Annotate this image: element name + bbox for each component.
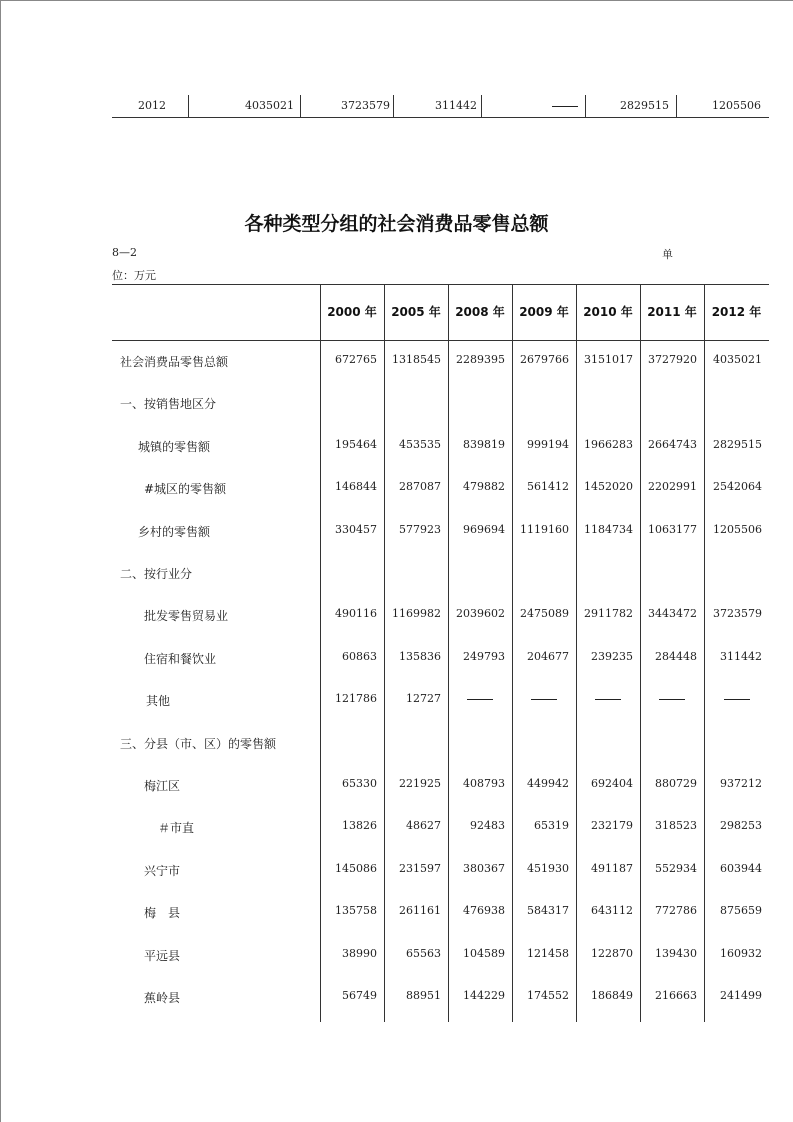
table-cell: 408793 <box>463 777 505 790</box>
continuation-row <box>112 95 769 118</box>
row-label: 梅江区 <box>144 779 181 793</box>
row-label: 二、按行业分 <box>120 567 193 581</box>
table-cell: 3151017 <box>584 353 633 366</box>
table-cell: 491187 <box>591 861 633 875</box>
table-cell: 65330 <box>342 777 377 790</box>
row-label: 蕉岭县 <box>144 991 181 1005</box>
continuation-cell: 2829515 <box>620 99 669 112</box>
table-cell: 318523 <box>655 819 697 833</box>
table-cell: 643112 <box>591 904 633 918</box>
table-cell: 490116 <box>335 607 377 621</box>
table-cell: 135758 <box>335 904 377 918</box>
table-cell: 48627 <box>406 819 441 833</box>
table-cell: 937212 <box>720 777 762 790</box>
table-cell: 65319 <box>534 819 569 833</box>
table-cell: 451930 <box>527 861 569 875</box>
empty-dash <box>640 692 704 705</box>
table-cell: 232179 <box>591 819 633 833</box>
table-cell: 56749 <box>342 989 377 1002</box>
table-number: 8—2 <box>112 246 137 259</box>
table-cell: 144229 <box>463 989 505 1002</box>
table-cell: 298253 <box>720 819 762 833</box>
page-border-left <box>0 0 1 1122</box>
table-cell: 1966283 <box>584 437 633 451</box>
column-header: 2005 年 <box>391 305 441 319</box>
table-cell: 969694 <box>463 522 505 536</box>
table-cell: 584317 <box>527 904 569 918</box>
table-cell: 311442 <box>720 649 762 663</box>
table-cell: 999194 <box>527 437 569 451</box>
table-cell: 160932 <box>720 946 762 960</box>
table-cell: 241499 <box>720 989 762 1002</box>
row-label: 乡村的零售额 <box>138 524 211 539</box>
divider <box>393 95 394 117</box>
table-cell: 2542064 <box>713 480 762 494</box>
table-cell: 1318545 <box>392 353 441 366</box>
table-cell: 2829515 <box>713 437 762 451</box>
table-cell: 2039602 <box>456 607 505 621</box>
empty-dash <box>448 692 512 705</box>
table-cell: 2664743 <box>648 437 697 451</box>
continuation-dash <box>552 95 582 117</box>
table-cell: 4035021 <box>713 353 762 366</box>
table-cell: 13826 <box>342 819 377 833</box>
row-label: 一、按销售地区分 <box>120 397 217 412</box>
row-label: 其他 <box>146 694 171 709</box>
continuation-cell: 4035021 <box>245 99 294 112</box>
table-cell: 88951 <box>406 989 441 1002</box>
table-cell: 216663 <box>655 989 697 1002</box>
table-cell: 453535 <box>399 437 441 451</box>
continuation-year: 2012 <box>138 99 166 112</box>
table-cell: 1452020 <box>584 480 633 494</box>
table-cell: 2679766 <box>520 353 569 366</box>
table-cell: 249793 <box>463 649 505 663</box>
table-cell: 261161 <box>399 904 441 918</box>
empty-dash <box>512 692 576 705</box>
table-cell: 2475089 <box>520 607 569 621</box>
table-cell: 1184734 <box>584 522 633 536</box>
page-border-top <box>0 0 793 1</box>
table-cell: 2289395 <box>456 353 505 366</box>
table-cell: 692404 <box>591 777 633 790</box>
retail-sales-table <box>112 284 769 1022</box>
table-cell: 121458 <box>527 946 569 960</box>
table-cell: 1205506 <box>713 522 762 536</box>
table-cell: 330457 <box>335 522 377 536</box>
table-cell: 60863 <box>342 649 377 663</box>
table-cell: 2202991 <box>648 480 697 494</box>
row-label: 兴宁市 <box>144 863 181 878</box>
column-header: 2000 年 <box>327 305 377 319</box>
table-cell: 231597 <box>399 861 441 875</box>
table-cell: 3727920 <box>648 353 697 366</box>
table-cell: 12727 <box>406 692 441 706</box>
table-cell: 3443472 <box>648 607 697 621</box>
row-label: 社会消费品零售总额 <box>120 355 229 369</box>
table-cell: 1169982 <box>392 607 441 621</box>
table-cell: 380367 <box>463 861 505 875</box>
table-cell: 672765 <box>335 353 377 366</box>
table-cell: 603944 <box>720 861 762 875</box>
continuation-cell: 311442 <box>435 99 477 112</box>
table-cell: 145086 <box>335 861 377 875</box>
column-header: 2009 年 <box>519 305 569 319</box>
row-label: 城镇的零售额 <box>138 439 211 454</box>
divider <box>585 95 586 117</box>
table-cell: 121786 <box>335 692 377 706</box>
table-cell: 476938 <box>463 904 505 918</box>
divider <box>676 95 677 117</box>
table-cell: 3723579 <box>713 607 762 621</box>
table-cell: 577923 <box>399 522 441 536</box>
column-header: 2011 年 <box>647 305 697 319</box>
table-cell: 146844 <box>335 480 377 494</box>
table-cell: 839819 <box>463 437 505 451</box>
table-cell: 1063177 <box>648 522 697 536</box>
unit-prefix: 单 <box>662 248 673 261</box>
row-label: 三、分县（市、区）的零售额 <box>120 736 277 751</box>
divider <box>300 95 301 117</box>
empty-dash <box>704 692 769 705</box>
table-cell: 875659 <box>720 904 762 918</box>
row-label: 批发零售贸易业 <box>144 609 229 624</box>
unit-label: 位：万元 <box>112 269 156 282</box>
table-cell: 186849 <box>591 989 633 1002</box>
table-cell: 287087 <box>399 480 441 494</box>
row-label: 平远县 <box>144 948 181 963</box>
row-label: #城区的零售额 <box>144 482 227 497</box>
table-cell: 239235 <box>591 649 633 663</box>
table-cell: 880729 <box>655 777 697 790</box>
table-cell: 284448 <box>655 649 697 663</box>
table-cell: 772786 <box>655 904 697 918</box>
table-cell: 195464 <box>335 437 377 451</box>
table-cell: 92483 <box>470 819 505 833</box>
row-label: ＃市直 <box>158 821 195 836</box>
table-cell: 479882 <box>463 480 505 494</box>
row-label: 梅 县 <box>144 906 181 921</box>
table-cell: 104589 <box>463 946 505 960</box>
table-cell: 552934 <box>655 861 697 875</box>
table-title: 各种类型分组的社会消费品零售总额 <box>244 213 549 235</box>
table-cell: 174552 <box>527 989 569 1002</box>
column-header: 2010 年 <box>583 305 633 319</box>
table-cell: 139430 <box>655 946 697 960</box>
row-label: 住宿和餐饮业 <box>144 651 217 666</box>
table-cell: 122870 <box>591 946 633 960</box>
table-cell: 1119160 <box>520 522 569 536</box>
divider <box>481 95 482 117</box>
table-cell: 38990 <box>342 946 377 960</box>
table-cell: 449942 <box>527 777 569 790</box>
table-cell: 561412 <box>527 480 569 494</box>
empty-dash <box>576 692 640 705</box>
table-cell: 204677 <box>527 649 569 663</box>
divider <box>188 95 189 117</box>
column-header: 2008 年 <box>455 305 505 319</box>
continuation-cell: 1205506 <box>712 99 761 112</box>
table-cell: 135836 <box>399 649 441 663</box>
table-cell: 65563 <box>406 946 441 960</box>
column-header: 2012 年 <box>711 305 762 319</box>
continuation-cell: 3723579 <box>341 99 390 112</box>
table-cell: 221925 <box>399 777 441 790</box>
table-cell: 2911782 <box>584 607 633 621</box>
